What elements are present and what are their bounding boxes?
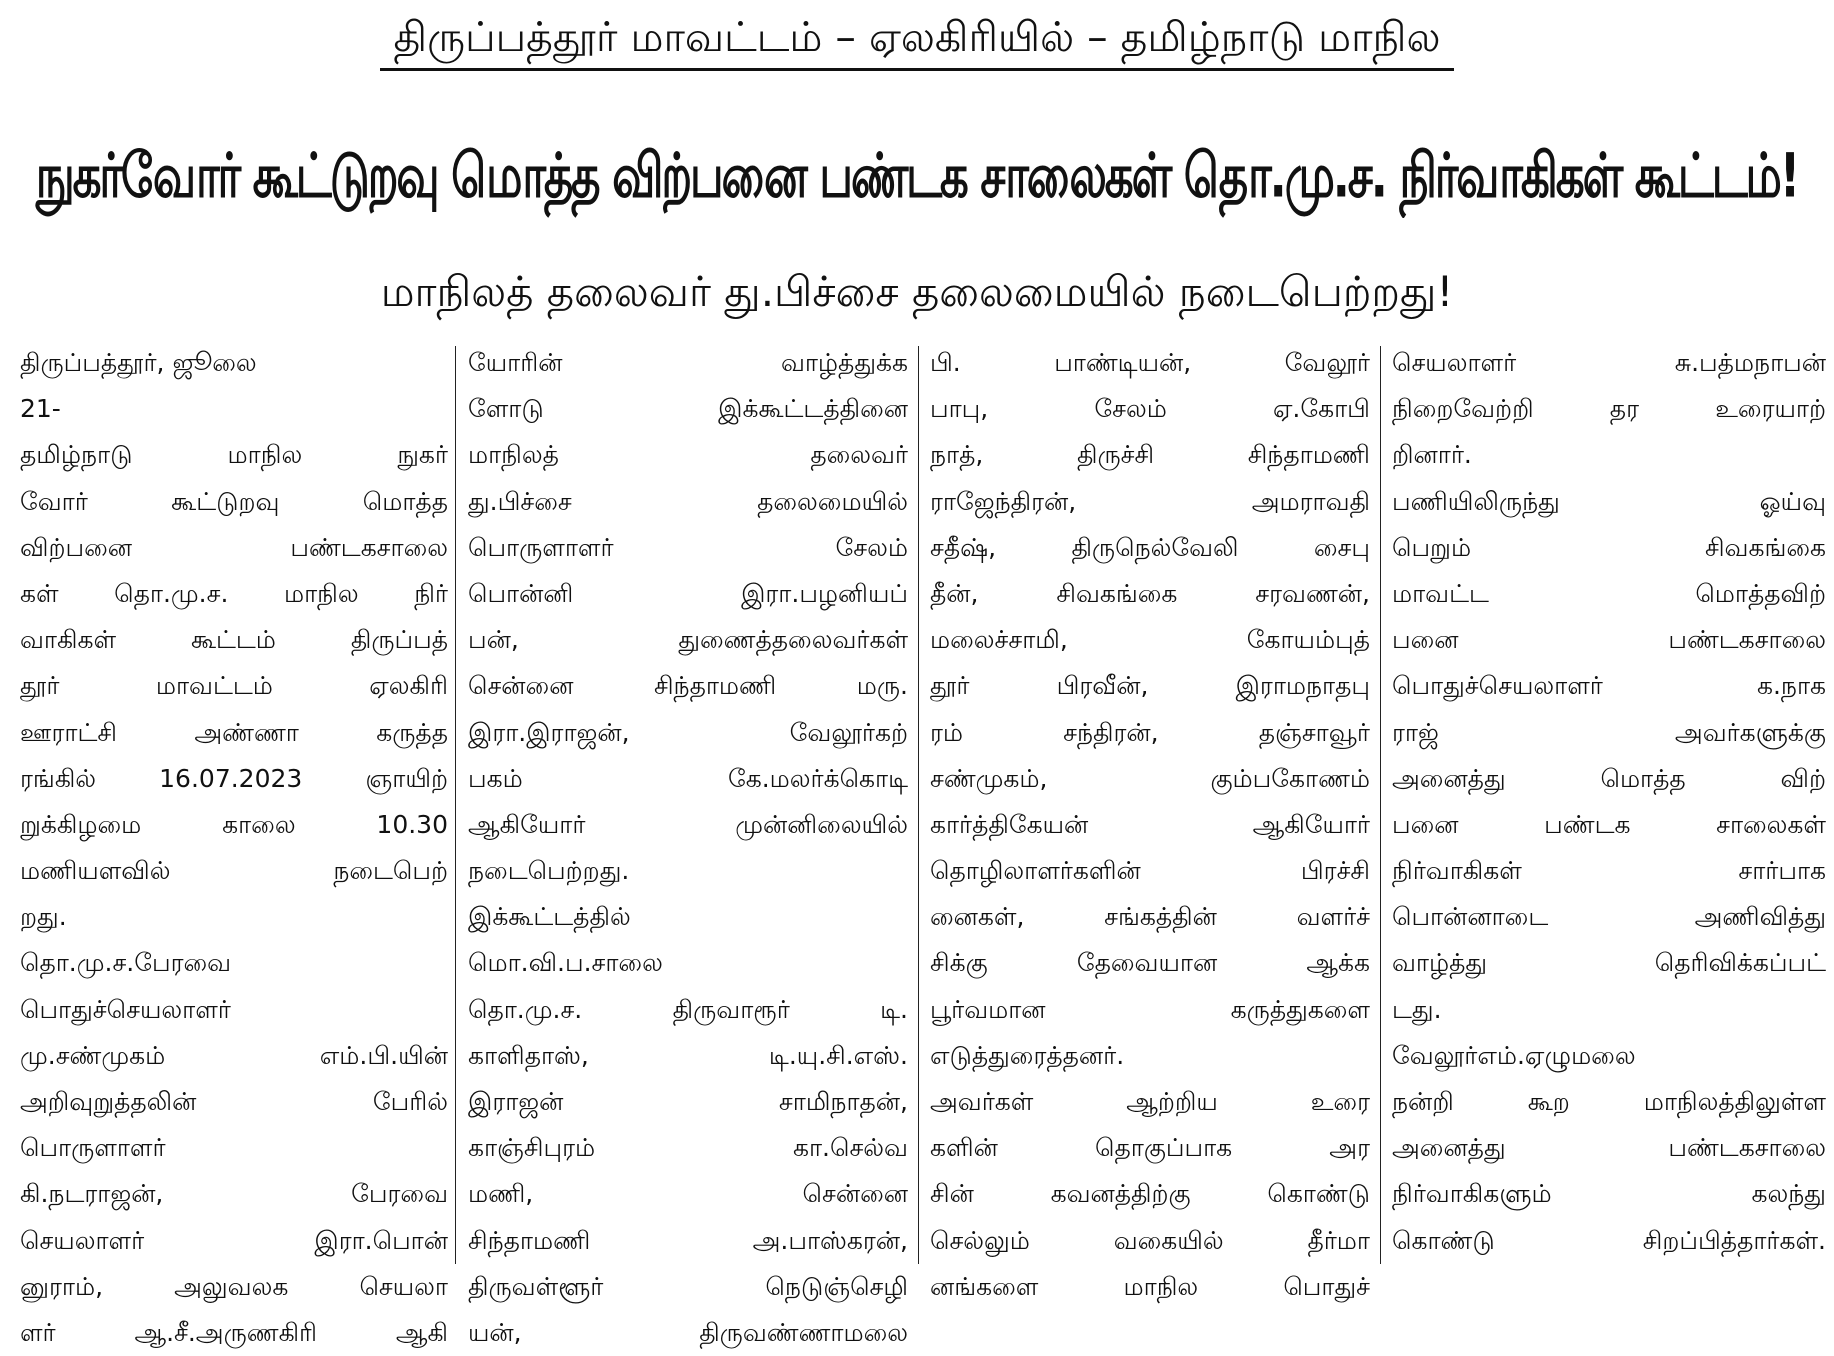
article-line: பனை பண்டக சாலைகள் [1392, 809, 1826, 839]
article-line: காளிதாஸ், டி.யு.சி.எஸ். [468, 1040, 908, 1070]
article-line: நிறைவேற்றி தர உரையாற் [1392, 394, 1826, 424]
article-line: நிர்வாகிகள் சார்பாக [1392, 856, 1826, 886]
article-line: நாத், திருச்சி சிந்தாமணி [930, 440, 1370, 470]
article-line: பி. பாண்டியன், வேலூர் [930, 348, 1370, 377]
article-line: றுக்கிழமை காலை 10.30 [20, 809, 448, 839]
article-line: காஞ்சிபுரம் கா.செல்வ [468, 1133, 908, 1163]
article-line: தமிழ்நாடு மாநில நுகர் [20, 440, 448, 470]
article-line: பனை பண்டகசாலை [1392, 625, 1826, 655]
article-line: வாழ்த்து தெரிவிக்கப்பட் [1392, 948, 1826, 978]
article-line: பொதுச்செயலாளர் [20, 994, 231, 1024]
article-line: எடுத்துரைத்தனர். [930, 1040, 1125, 1070]
article-line: பகம் கே.மலர்க்கொடி [468, 763, 908, 793]
article-line: திருப்பத்தூர், ஜூலை [20, 348, 257, 377]
article-line: தீன், சிவகங்கை சரவணன், [930, 578, 1370, 608]
article-line: களின் தொகுப்பாக அர [930, 1133, 1370, 1163]
article-line: இக்கூட்டத்தில் [468, 902, 631, 932]
article-line: அனைத்து பண்டகசாலை [1392, 1133, 1826, 1163]
article-line: யன், திருவண்ணாமலை [468, 1317, 908, 1347]
article-line: ரம் சந்திரன், தஞ்சாவூர் [930, 717, 1370, 747]
article-line: கார்த்திகேயன் ஆகியோர் [930, 809, 1370, 839]
article-line: னங்களை மாநில பொதுச் [930, 1271, 1370, 1301]
article-column-3 [930, 340, 1370, 1301]
article-line: பூர்வமான கருத்துகளை [930, 994, 1370, 1024]
article-line: பொன்னாடை அணிவித்து [1392, 902, 1826, 932]
kicker: திருப்பத்தூர் மாவட்டம் – ஏலகிரியில் – தமிழ்நாடு மாநில [380, 6, 1455, 71]
article-body [0, 340, 1834, 1347]
article-line: பொன்னி இரா.பழனியப் [468, 578, 908, 608]
article-line: மு.சண்முகம் எம்.பி.யின் [20, 1040, 448, 1070]
article-column-1 [20, 340, 448, 1347]
article-column-4 [1392, 340, 1826, 1270]
article-line: வேலூர்எம்.ஏழுமலை [1392, 1040, 1636, 1070]
article-line: ளோடு இக்கூட்டத்தினை [468, 394, 908, 424]
article-line: சென்னை சிந்தாமணி மரு. [468, 671, 908, 701]
article-line: மாநிலத் தலைவர் [468, 440, 908, 470]
article-line: இரா.இராஜன், வேலூர்கற் [468, 717, 908, 747]
article-line: அனைத்து மொத்த விற் [1392, 763, 1826, 793]
article-line: ஊராட்சி அண்ணா கருத்த [20, 717, 448, 747]
article-line: சிக்கு தேவையான ஆக்க [930, 948, 1370, 978]
article-line: வோர் கூட்டுறவு மொத்த [20, 486, 448, 516]
article-line: சிந்தாமணி அ.பாஸ்கரன், [468, 1225, 908, 1255]
article-line: பாபு, சேலம் ஏ.கோபி [930, 394, 1370, 424]
article-line: தொ.மு.ச.பேரவை [20, 948, 232, 978]
article-line: தொ.மு.ச. திருவாரூர் டி. [468, 994, 908, 1024]
article-line: செல்லும் வகையில் தீர்மா [930, 1225, 1370, 1255]
article-line: செயலாளர் சு.பத்மநாபன் [1392, 348, 1826, 377]
article-line: சின் கவனத்திற்கு கொண்டு [930, 1179, 1370, 1209]
article-line: நடைபெற்றது. [468, 856, 630, 886]
article-line: னைகள், சங்கத்தின் வளர்ச் [930, 902, 1370, 932]
subhead: மாநிலத் தலைவர் து.பிச்சை தலைமையில் நடைபெற்றது! [380, 267, 1454, 316]
article-line: விற்பனை பண்டகசாலை [20, 532, 448, 562]
article-line: மலைச்சாமி, கோயம்புத் [930, 625, 1370, 655]
article-line: ராஜ் அவர்களுக்கு [1392, 717, 1826, 747]
article-line: மாவட்ட மொத்தவிற் [1392, 578, 1826, 608]
article-line: சதீஷ், திருநெல்வேலி சைபு [930, 532, 1370, 562]
article-line: னுராம், அலுவலக செயலா [20, 1271, 448, 1301]
article-line: பொதுச்செயலாளர் க.நாக [1392, 671, 1826, 701]
article-line: பெறும் சிவகங்கை [1392, 532, 1826, 562]
article-line: திருவள்ளூர் நெடுஞ்செழி [468, 1271, 908, 1301]
article-line: ளர் ஆ.சீ.அருணகிரி ஆகி [20, 1317, 448, 1347]
headline: நுகர்வோர் கூட்டுறவு மொத்த விற்பனை பண்டக சாலைகள் தொ.மு.ச. நிர்வாகிகள் கூட்டம்! [35, 139, 1799, 212]
article-line: டது. [1392, 994, 1442, 1024]
article-line: யோரின் வாழ்த்துக்க [468, 348, 908, 377]
article-line: கொண்டு சிறப்பித்தார்கள். [1392, 1225, 1826, 1255]
article-line: நன்றி கூற மாநிலத்திலுள்ள [1392, 1087, 1826, 1116]
article-line: தூர் மாவட்டம் ஏலகிரி [20, 671, 448, 701]
article-line: பணியிலிருந்து ஓய்வு [1392, 486, 1826, 516]
article-line: மொ.வி.ப.சாலை [468, 948, 663, 978]
article-line: பன், துணைத்தலைவர்கள் [468, 625, 908, 655]
article-line: பொருளாளர் [20, 1133, 166, 1163]
article-line: தூர் பிரவீன், இராமநாதபு [930, 671, 1370, 701]
article-line: மணி, சென்னை [468, 1179, 908, 1209]
article-line: றது. [20, 902, 67, 932]
article-line: கி.நடராஜன், பேரவை [20, 1179, 448, 1209]
article-line: றினார். [1392, 440, 1472, 470]
article-line: தொழிலாளர்களின் பிரச்சி [930, 856, 1370, 886]
article-line: வாகிகள் கூட்டம் திருப்பத் [20, 625, 448, 655]
article-line: நிர்வாகிகளும் கலந்து [1392, 1179, 1826, 1209]
article-line: 21- [20, 394, 61, 424]
kicker-line [0, 6, 1834, 71]
article-line: பொருளாளர் சேலம் [468, 532, 908, 562]
article-line: ஆகியோர் முன்னிலையில் [468, 809, 908, 839]
article-line: அவர்கள் ஆற்றிய உரை [930, 1087, 1370, 1116]
article-line: அறிவுறுத்தலின் பேரில் [20, 1087, 448, 1116]
article-line: செயலாளர் இரா.பொன் [20, 1225, 448, 1255]
article-line: ரங்கில் 16.07.2023 ஞாயிற் [20, 763, 448, 793]
article-line: சண்முகம், கும்பகோணம் [930, 763, 1370, 793]
article-line: மணியளவில் நடைபெற் [20, 856, 448, 886]
article-line: ராஜேந்திரன், அமராவதி [930, 486, 1370, 516]
article-column-2 [468, 340, 908, 1347]
article-line: கள் தொ.மு.ச. மாநில நிர் [20, 578, 448, 608]
article-line: து.பிச்சை தலைமையில் [468, 486, 908, 516]
article-line: இராஜன் சாமிநாதன், [468, 1087, 908, 1116]
